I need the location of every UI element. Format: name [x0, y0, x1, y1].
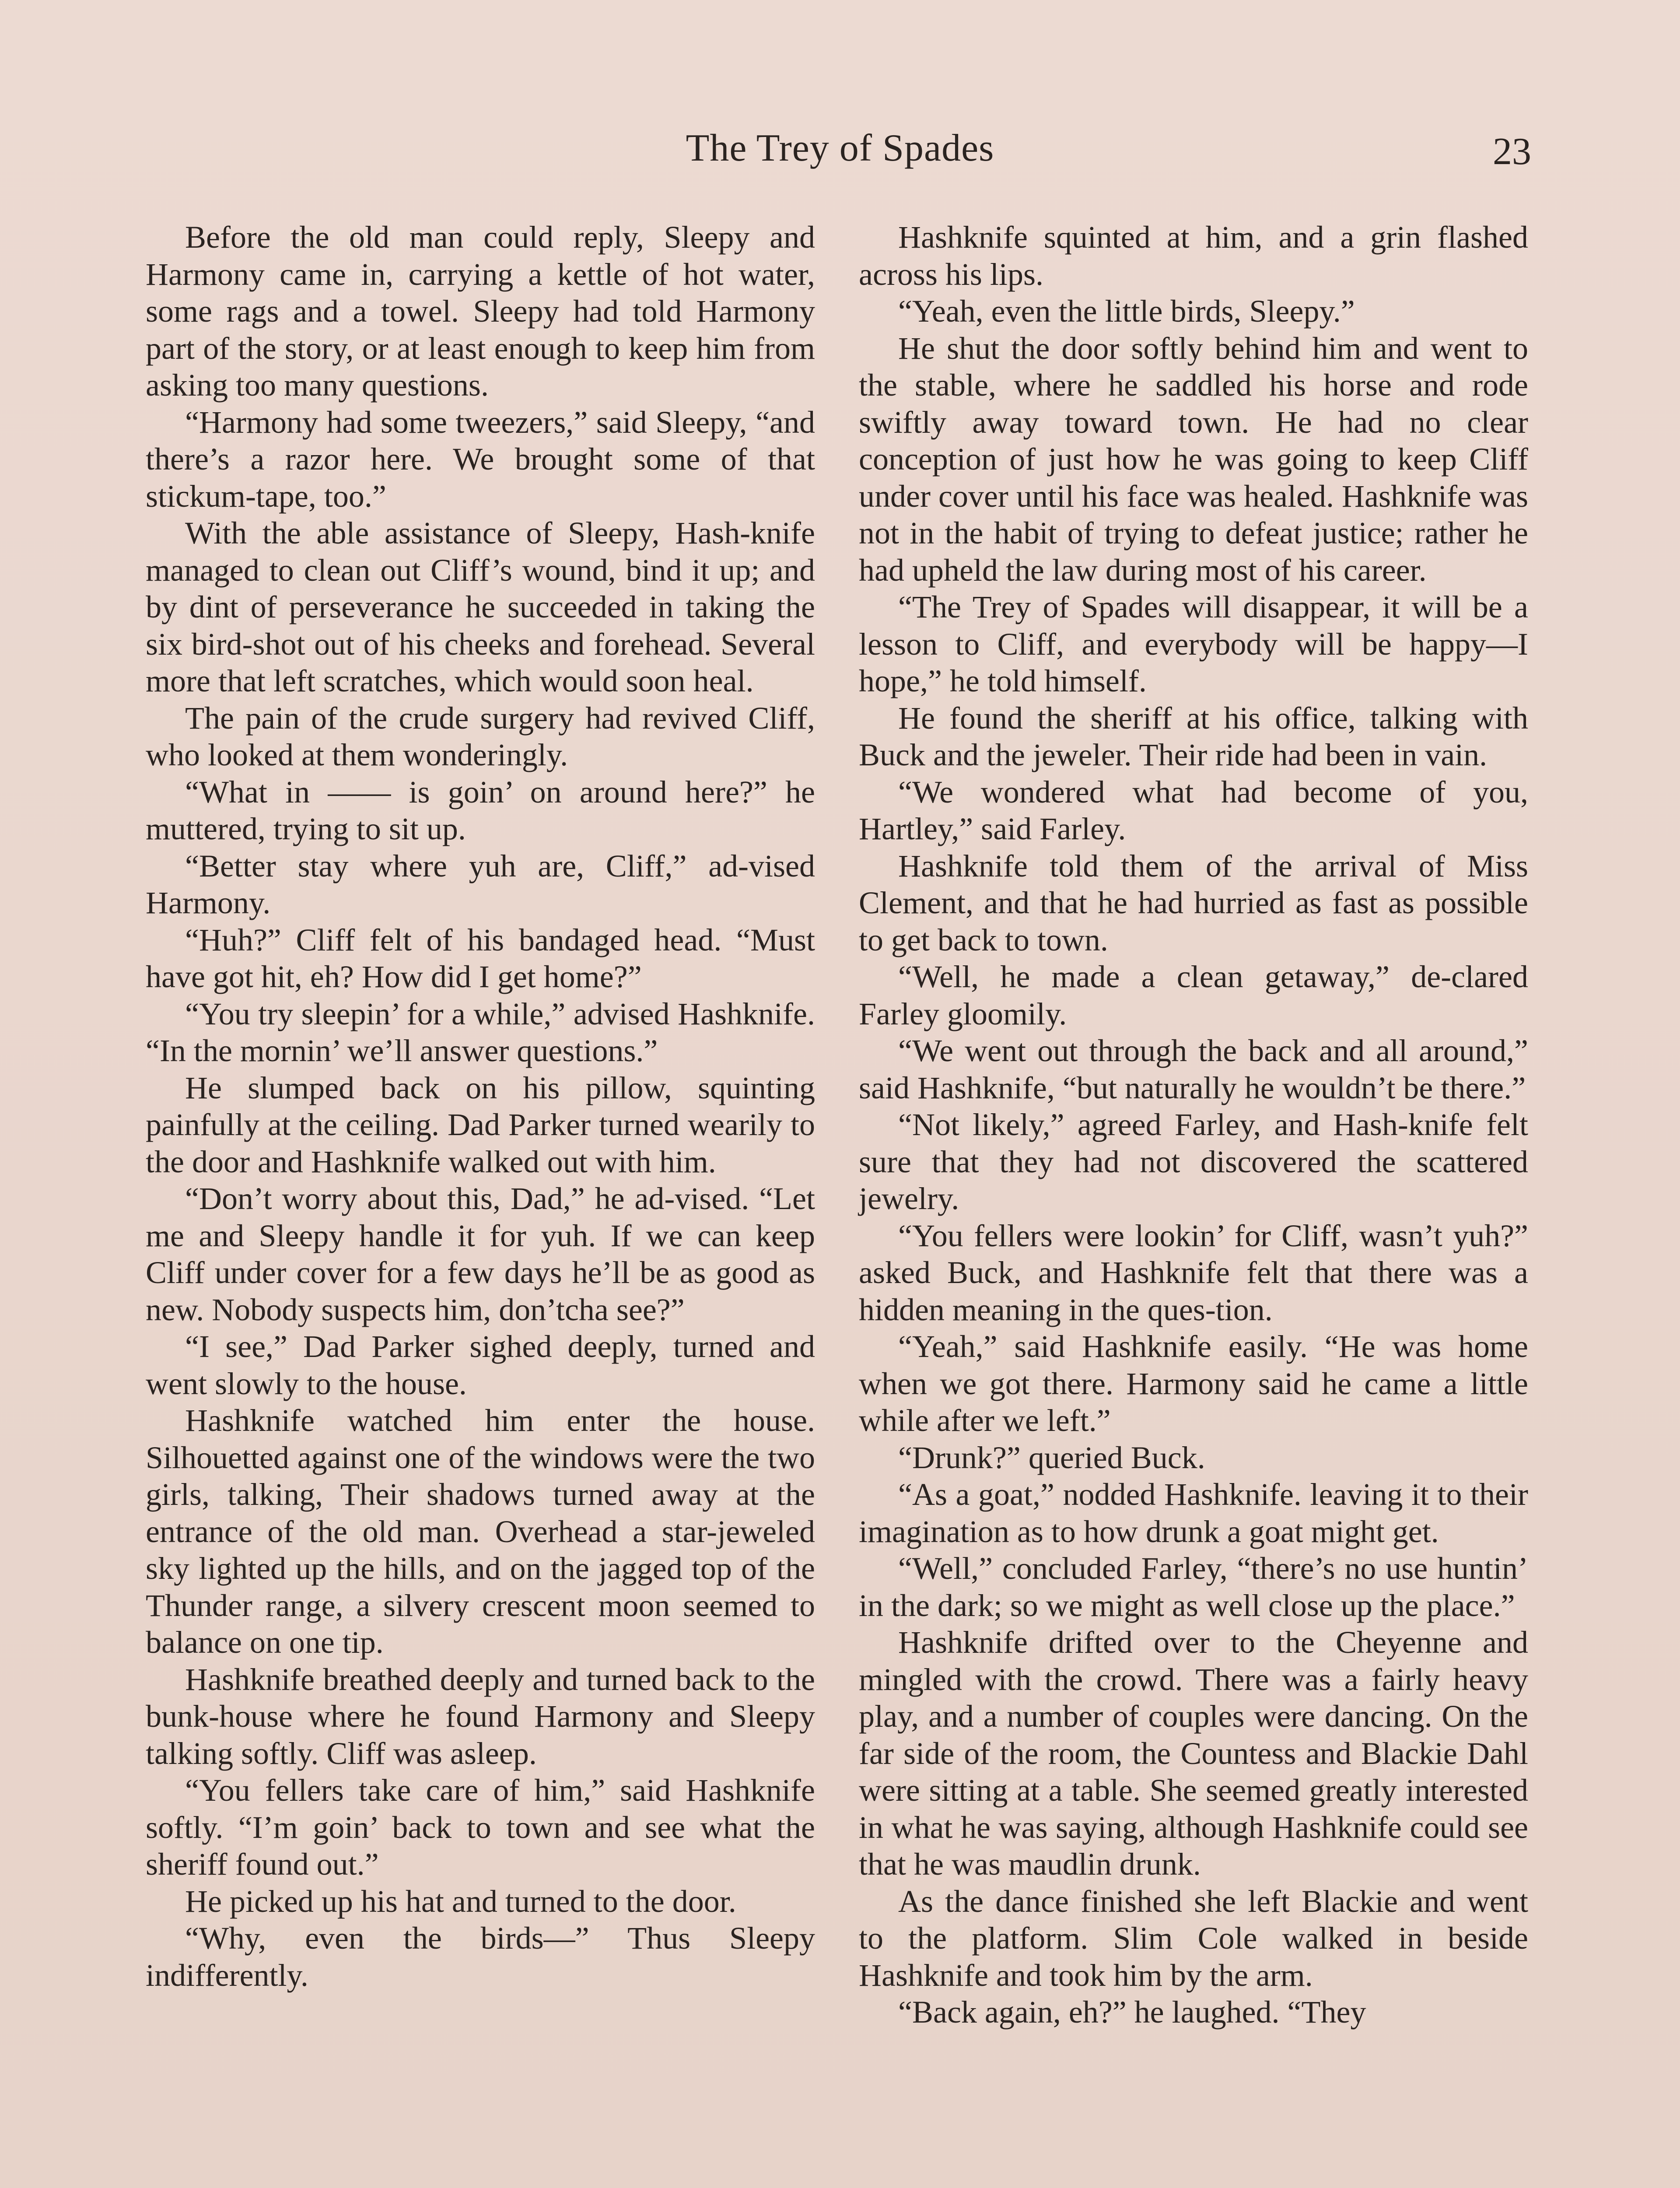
paragraph: “The Trey of Spades will disappear, it will be a lesson to Cliff, and everybody will be happy—I hope,” he told himself.	[859, 589, 1528, 698]
paragraph: He shut the door softly behind him and went to the stable, where he saddled his horse and rode swiftly away toward town. He had no clear conception of just how he was going to keep Cliff under cover until his face was healed. Hashknife was not in the habit of trying to defeat justice; rather he had upheld the law during most of his career.	[859, 330, 1528, 588]
paragraph: “Well, he made a clean getaway,” de-clared Farley gloomily.	[859, 959, 1528, 1031]
paragraph: Hashknife watched him enter the house. Silhouetted against one of the windows were the two girls, talking, Their shadows turned away at the entrance of the old man. Overhead a star-jeweled sky lighted up the hills, and on the jagged top of the Thunder range, a silvery crescent moon seemed to balance on one tip.	[146, 1403, 815, 1660]
paragraph: “As a goat,” nodded Hashknife. leaving it to their imagination as to how drunk a goat might get.	[859, 1477, 1528, 1549]
paragraph: Hashknife told them of the arrival of Miss Clement, and that he had hurried as fast as possible to get back to town.	[859, 848, 1528, 957]
running-title: The Trey of Spades	[686, 127, 994, 169]
paragraph: He picked up his hat and turned to the door.	[185, 1883, 736, 1919]
page-number: 23	[1493, 130, 1531, 173]
paragraph: “Huh?” Cliff felt of his bandaged head. “Must have got hit, eh? How did I get home?”	[146, 922, 815, 994]
right-column	[859, 219, 1528, 2031]
paragraph: “Drunk?” queried Buck.	[898, 1440, 1205, 1475]
paragraph: “Well,” concluded Farley, “there’s no use huntin’ in the dark; so we might as well close up the place.”	[859, 1551, 1528, 1623]
paragraph: Before the old man could reply, Sleepy and Harmony came in, carrying a kettle of hot water, some rags and a towel. Sleepy had told Harmony part of the story, or at least enough to keep him from asking too many questions.	[146, 220, 815, 403]
paragraph: “Better stay where yuh are, Cliff,” ad-vised Harmony.	[146, 848, 815, 920]
paragraph: “You fellers were lookin’ for Cliff, wasn’t yuh?” asked Buck, and Hashknife felt that there was a hidden meaning in the ques-tion.	[859, 1218, 1528, 1327]
paragraph: “Harmony had some tweezers,” said Sleepy, “and there’s a razor here. We brought some of that stickum-tape, too.”	[146, 404, 815, 514]
paragraph: “We wondered what had become of you, Hartley,” said Farley.	[859, 774, 1528, 846]
paragraph: “Not likely,” agreed Farley, and Hash-knife felt sure that they had not discovered the scattered jewelry.	[859, 1107, 1528, 1216]
paragraph: He slumped back on his pillow, squinting painfully at the ceiling. Dad Parker turned wearily to the door and Hashknife walked out with him.	[146, 1070, 815, 1179]
paragraph: The pain of the crude surgery had revived Cliff, who looked at them wonderingly.	[146, 700, 815, 772]
paragraph: “You fellers take care of him,” said Hashknife softly. “I’m goin’ back to town and see what the sheriff found out.”	[146, 1773, 815, 1882]
paragraph: “You try sleepin’ for a while,” advised Hashknife. “In the mornin’ we’ll answer questions.”	[146, 996, 815, 1068]
paragraph: Hashknife breathed deeply and turned back to the bunk-house where he found Harmony and Sleepy talking softly. Cliff was asleep.	[146, 1662, 815, 1771]
left-column	[146, 219, 815, 1994]
paragraph: With the able assistance of Sleepy, Hash-knife managed to clean out Cliff’s wound, bind it up; and by dint of perseverance he succeeded in taking the six bird-shot out of his cheeks and forehead. Several more that left scratches, which would soon heal.	[146, 515, 815, 698]
paragraph: He found the sheriff at his office, talking with Buck and the jeweler. Their ride had been in vain.	[859, 700, 1528, 772]
paragraph: “I see,” Dad Parker sighed deeply, turned and went slowly to the house.	[146, 1329, 815, 1401]
paragraph: “Why, even the birds—” Thus Sleepy indifferently.	[146, 1921, 815, 1993]
paragraph: As the dance finished she left Blackie and went to the platform. Slim Cole walked in beside Hashknife and took him by the arm.	[859, 1883, 1528, 1993]
paragraph: Hashknife squinted at him, and a grin flashed across his lips.	[859, 220, 1528, 292]
paragraph: “What in —— is goin’ on around here?” he muttered, trying to sit up.	[146, 774, 815, 846]
paragraph: “Back again, eh?” he laughed. “They	[898, 1995, 1366, 2030]
paragraph: “Yeah, even the little birds, Sleepy.”	[898, 294, 1355, 329]
paragraph: “Yeah,” said Hashknife easily. “He was home when we got there. Harmony said he came a little while after we left.”	[859, 1329, 1528, 1438]
paragraph: “Don’t worry about this, Dad,” he ad-vised. “Let me and Sleepy handle it for yuh. If we can keep Cliff under cover for a few days he’ll be as good as new. Nobody suspects him, don’tcha see?”	[146, 1181, 815, 1327]
paragraph: Hashknife drifted over to the Cheyenne and mingled with the crowd. There was a fairly heavy play, and a number of couples were dancing. On the far side of the room, the Countess and Blackie Dahl were sitting at a table. She seemed greatly interested in what he was saying, although Hashknife could see that he was maudlin drunk.	[859, 1625, 1528, 1882]
paragraph: “We went out through the back and all around,” said Hashknife, “but naturally he wouldn’t be there.”	[859, 1033, 1528, 1105]
